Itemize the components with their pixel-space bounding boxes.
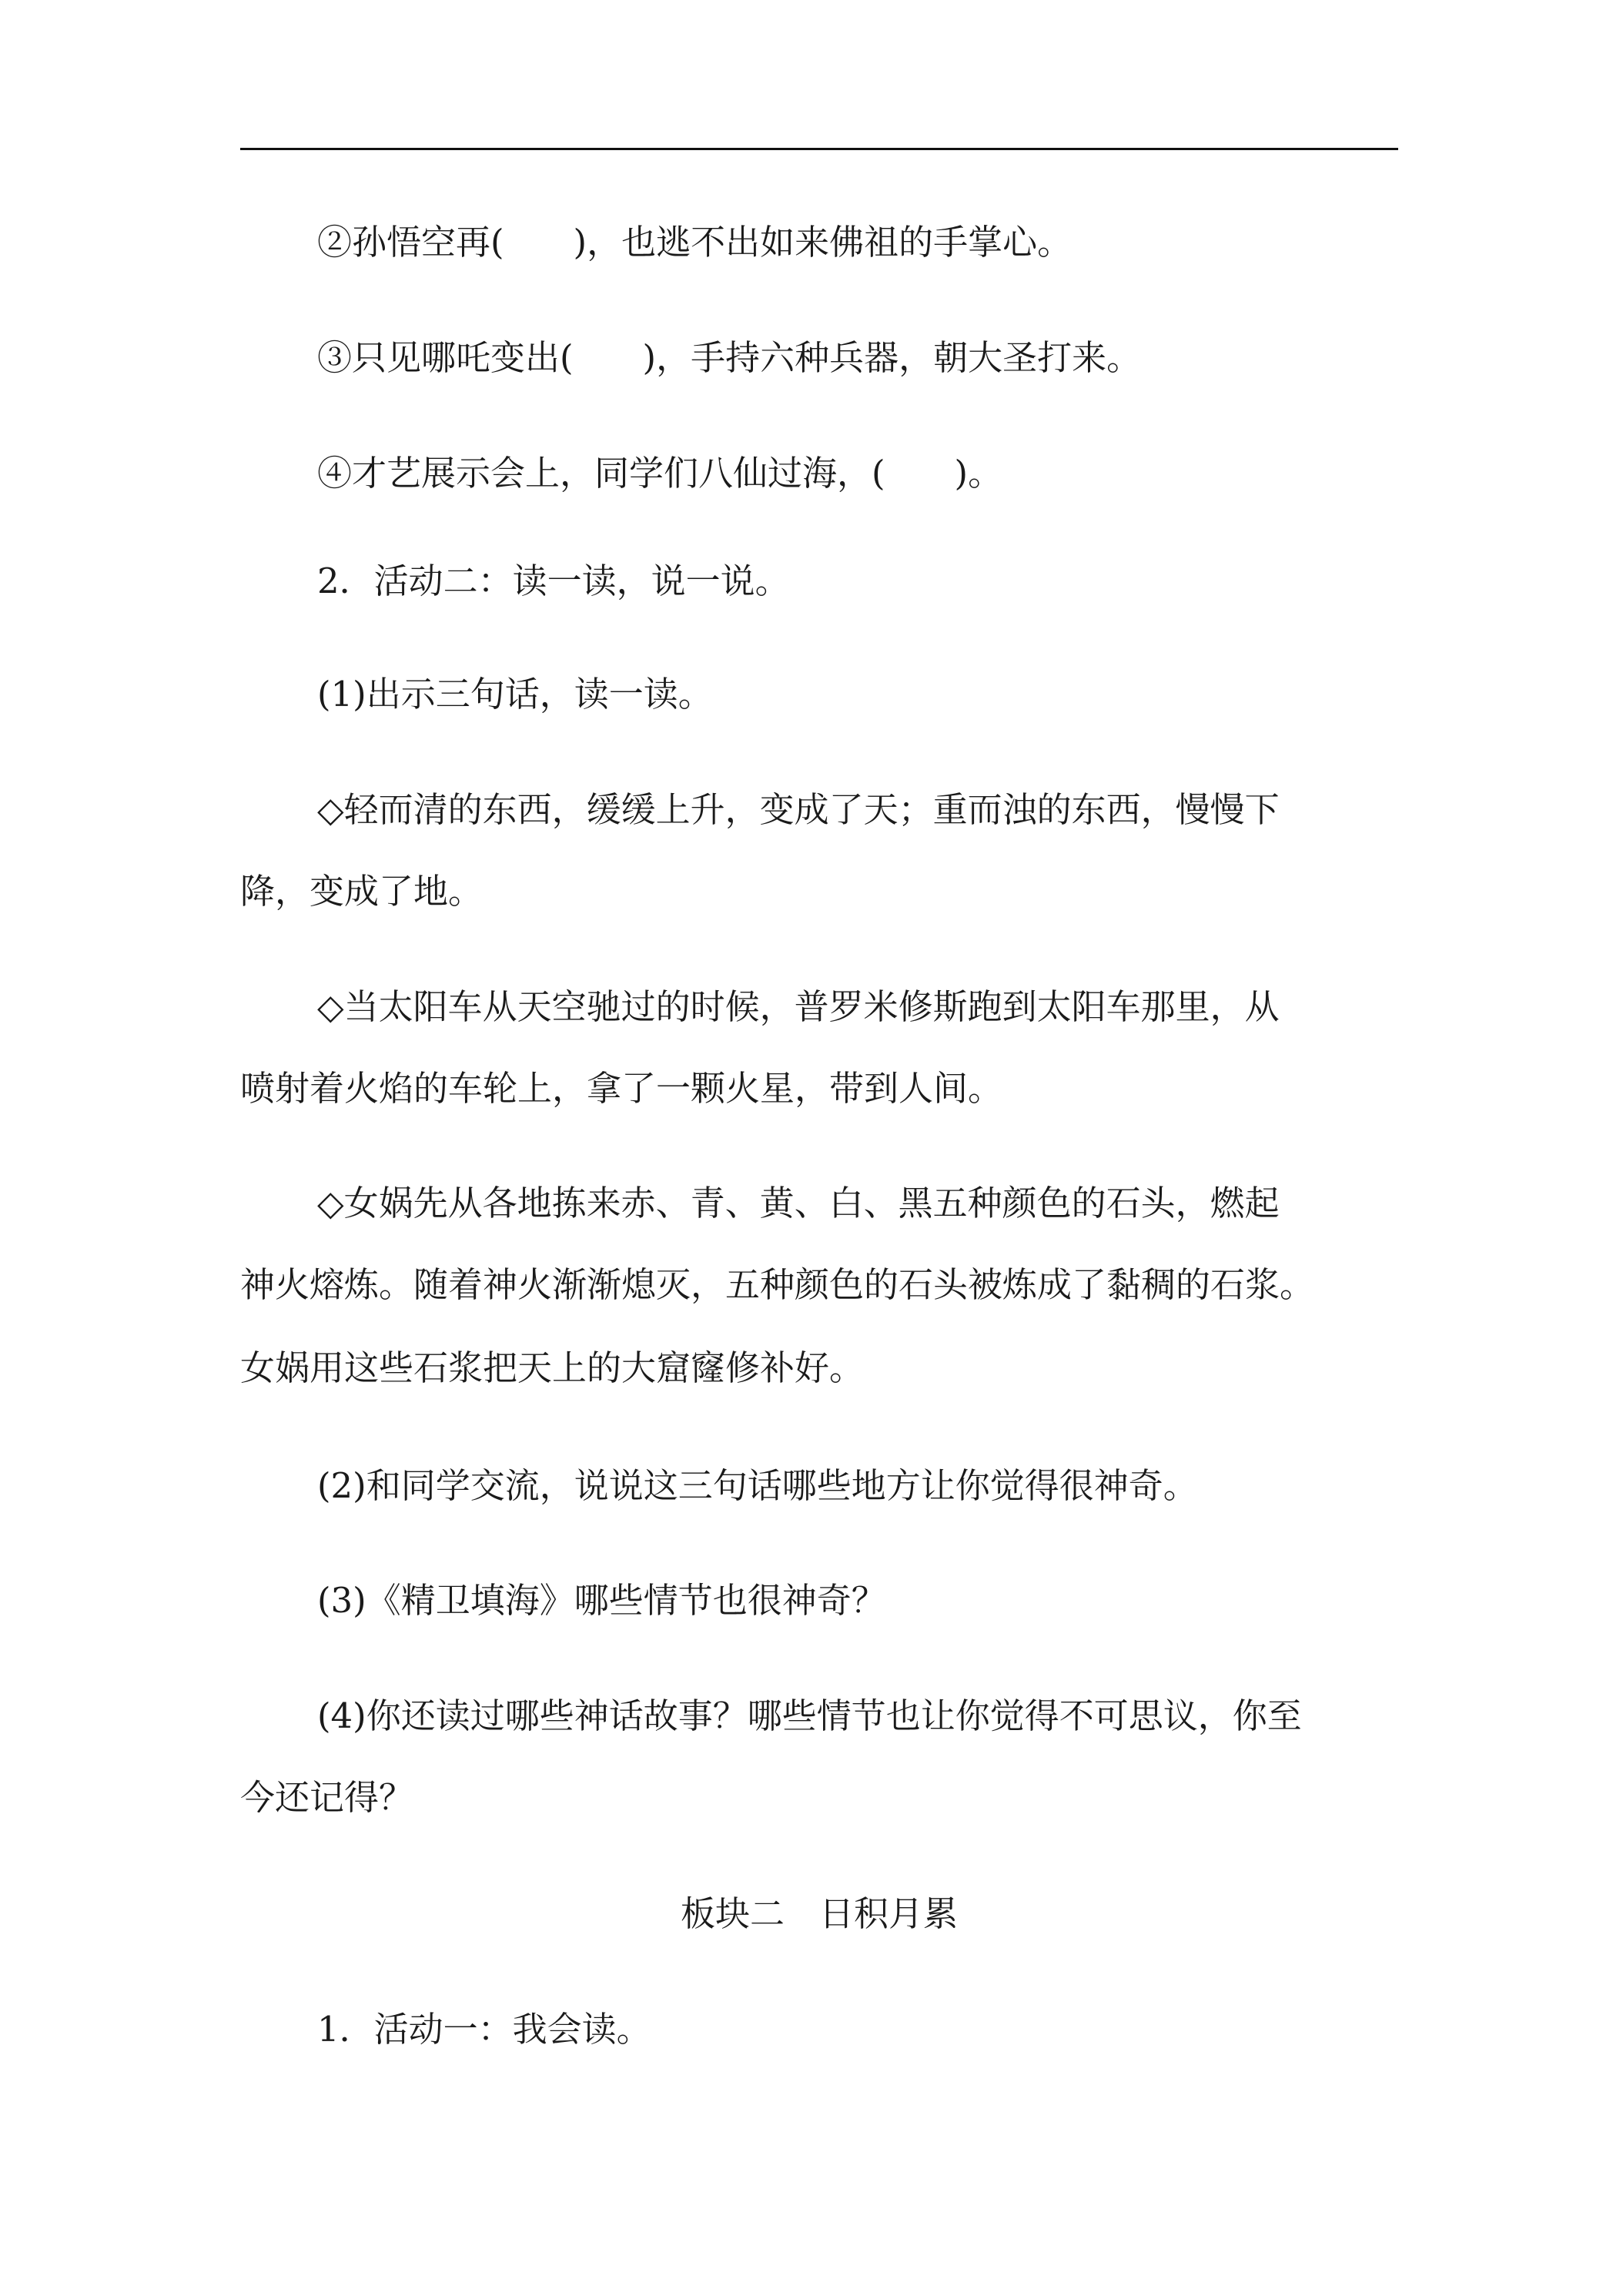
step-4-line-1: (4)你还读过哪些神话故事？哪些情节也让你觉得不可思议，你至: [317, 1695, 1302, 1736]
header-rule: [240, 148, 1398, 150]
sentence-2-line-2: 喷射着火焰的车轮上，拿了一颗火星，带到人间。: [240, 1068, 1003, 1109]
sentence-3-line-3: 女娲用这些石浆把天上的大窟窿修补好。: [240, 1347, 865, 1388]
sentence-1-line-1: ◇轻而清的东西，缓缓上升，变成了天；重而浊的东西，慢慢下: [317, 789, 1280, 830]
step-4-line-2: 今还记得？: [240, 1777, 414, 1818]
step-1-text: (1)出示三句话，读一读。: [317, 674, 713, 715]
sentence-3-line-2: 神火熔炼。随着神火渐渐熄灭，五种颜色的石头被炼成了黏稠的石浆。: [240, 1264, 1315, 1305]
sentence-2-line-1: ◇当太阳车从天空驰过的时候，普罗米修斯跑到太阳车那里，从: [317, 986, 1280, 1027]
sentence-1-line-2: 降，变成了地。: [240, 871, 484, 912]
activity-one-heading: 1．活动一：我会读。: [317, 2009, 651, 2050]
activity-two-heading: 2．活动二：读一读，说一说。: [317, 561, 790, 601]
step-3-text: (3)《精卫填海》哪些情节也很神奇？: [317, 1580, 886, 1621]
blank-item-3: ③只见哪吒变出( )，手持六种兵器，朝大圣打来。: [317, 337, 1142, 378]
blank-item-2: ②孙悟空再( )，也逃不出如来佛祖的手掌心。: [317, 222, 1073, 263]
sentence-3-line-1: ◇女娲先从各地拣来赤、青、黄、白、黑五种颜色的石头，燃起: [317, 1183, 1280, 1223]
step-2-text: (2)和同学交流，说说这三句话哪些地方让你觉得很神奇。: [317, 1465, 1198, 1506]
section-heading: 板块二 日积月累: [680, 1893, 958, 1934]
blank-item-4: ④才艺展示会上，同学们八仙过海，( )。: [317, 453, 1003, 494]
